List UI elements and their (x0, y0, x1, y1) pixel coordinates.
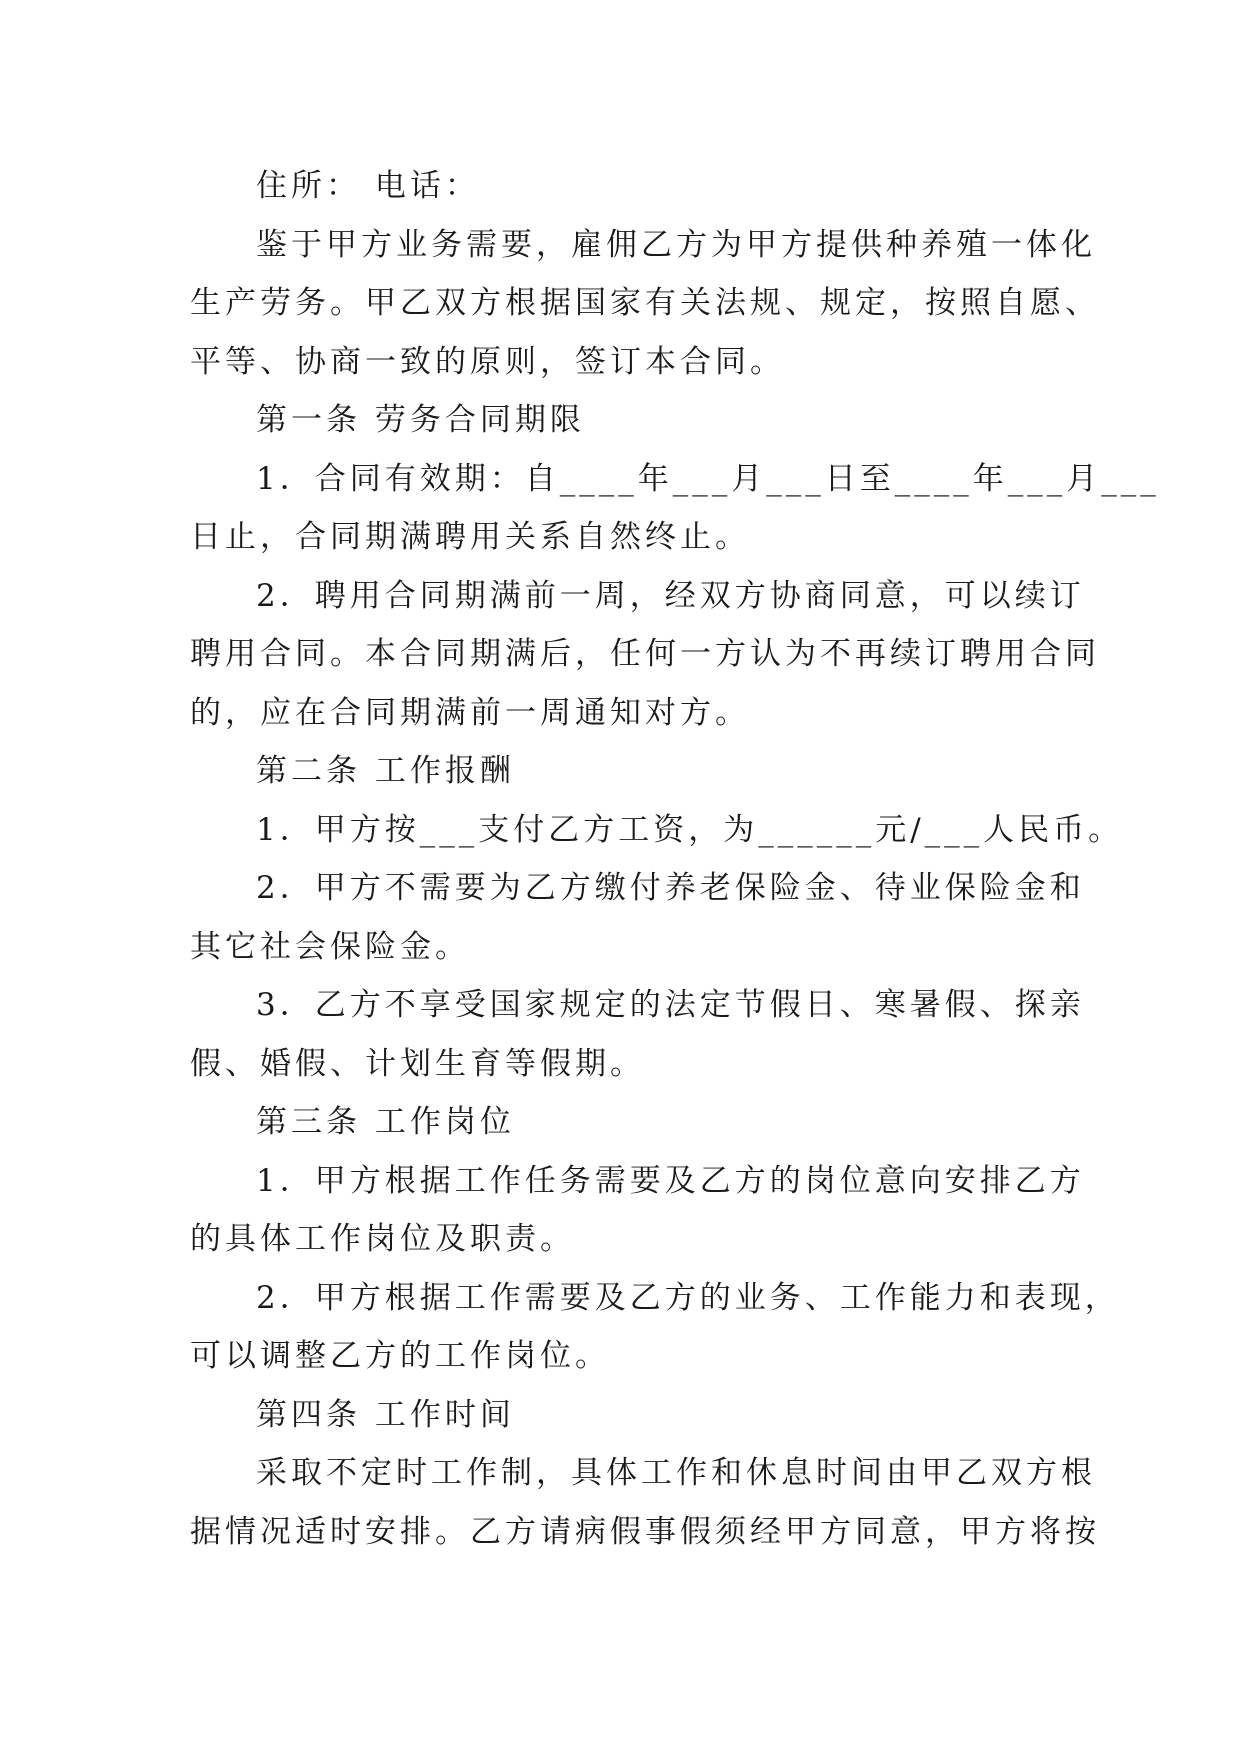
text-line: 采取不定时工作制，具体工作和休息时间由甲乙双方根 (256, 1455, 1096, 1491)
text-line: 1．甲方按___支付乙方工资，为______元/___人民币。 (256, 811, 1124, 848)
text-line: 其它社会保险金。 (190, 928, 470, 965)
text-line: 1．合同有效期：自____年___月___日至____年___月___ (256, 460, 1160, 497)
section-heading: 第三条 工作岗位 (256, 1104, 515, 1140)
document-body (190, 157, 1160, 1561)
text-line: 住所： 电话： (256, 168, 480, 204)
text-line: 2．甲方根据工作需要及乙方的业务、工作能力和表现， (256, 1279, 1120, 1316)
section-heading: 第一条 劳务合同期限 (256, 402, 585, 438)
text-line: 日止，合同期满聘用关系自然终止。 (190, 519, 750, 555)
text-line: 1．甲方根据工作任务需要及乙方的岗位意向安排乙方 (256, 1162, 1085, 1199)
text-line: 平等、协商一致的原则，签订本合同。 (190, 343, 785, 380)
section-heading: 第四条 工作时间 (256, 1396, 515, 1433)
text-line: 2．甲方不需要为乙方缴付养老保险金、待业保险金和 (256, 870, 1085, 906)
text-line: 生产劳务。甲乙双方根据国家有关法规、规定，按照自愿、 (190, 285, 1100, 321)
text-line: 可以调整乙方的工作岗位。 (190, 1338, 610, 1374)
text-line: 3．乙方不享受国家规定的法定节假日、寒暑假、探亲 (256, 987, 1085, 1023)
text-line: 的具体工作岗位及职责。 (190, 1221, 575, 1257)
text-line: 据情况适时安排。乙方请病假事假须经甲方同意，甲方将按 (190, 1513, 1100, 1550)
text-line: 的，应在合同期满前一周通知对方。 (190, 694, 750, 731)
section-heading: 第二条 工作报酬 (256, 753, 515, 789)
text-line: 聘用合同。本合同期满后，任何一方认为不再续订聘用合同 (190, 636, 1100, 672)
text-line: 假、婚假、计划生育等假期。 (190, 1045, 645, 1082)
text-line: 2．聘用合同期满前一周，经双方协商同意，可以续订 (256, 577, 1085, 614)
text-line: 鉴于甲方业务需要，雇佣乙方为甲方提供种养殖一体化 (256, 226, 1096, 263)
